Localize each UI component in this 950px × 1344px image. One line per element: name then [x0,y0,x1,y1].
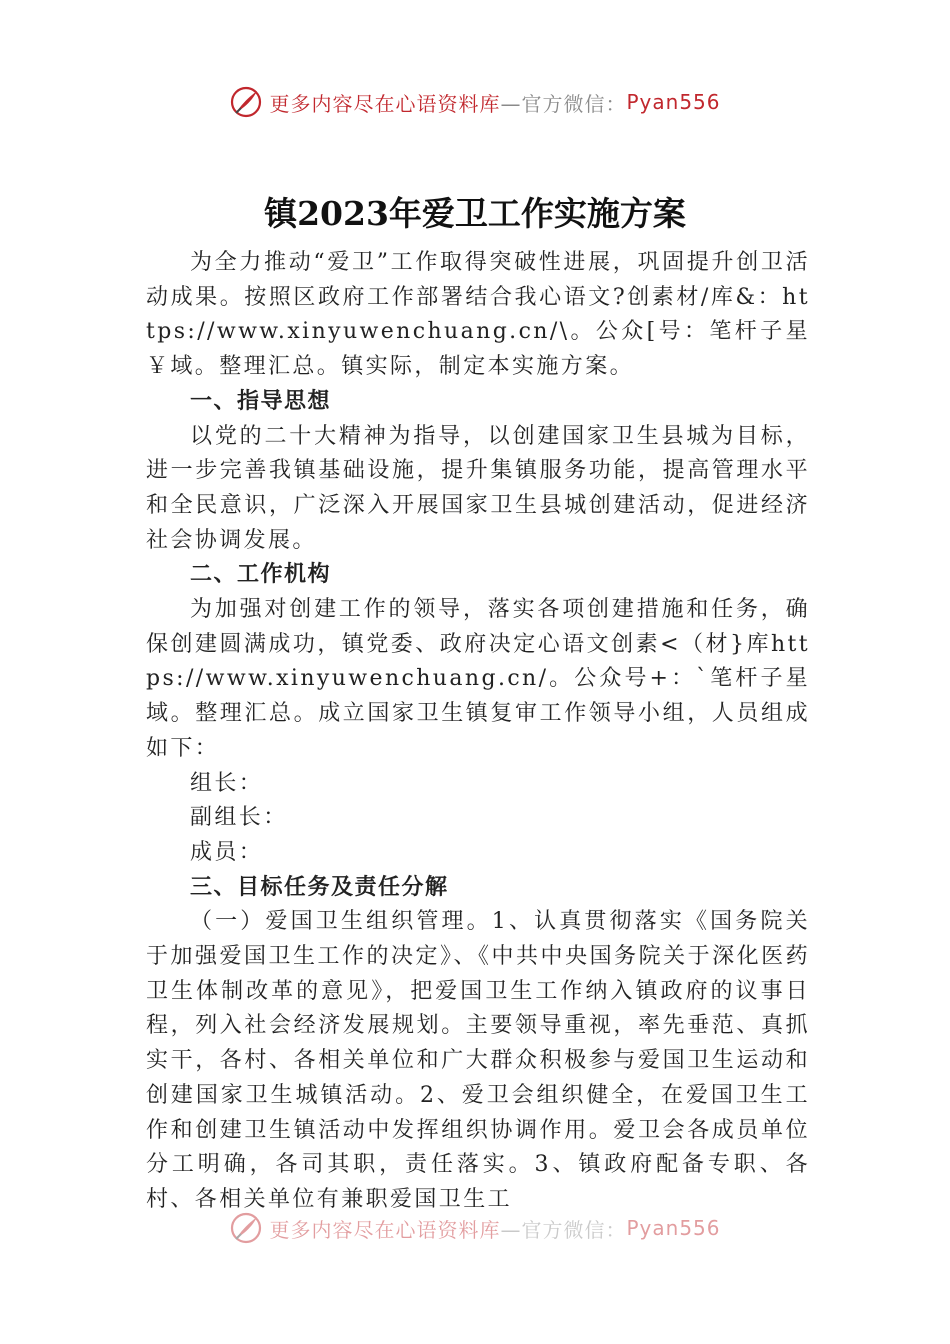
section-heading-guiding-ideology: 一、指导思想 [190,388,332,414]
quill-logo-icon [229,85,263,119]
leader-line: 组长： [190,770,264,796]
watermark-footer [0,1208,950,1248]
section-paragraph-guiding-ideology: 以党的二十大精神为指导，以创建国家卫生县城为目标，进一步完善我镇基础设施，提升集镇服务功能，提高管理水平和全民意识，广泛深入开展国家卫生县城创建活动，促进经济社会协调发展。 [146,423,810,553]
section-heading-work-organization: 二、工作机构 [190,562,332,588]
watermark-wechat-id: Pyan556 [626,1216,721,1240]
document-title: 镇2023年爱卫工作实施方案 [264,194,686,233]
section-heading-targets-tasks: 三、目标任务及责任分解 [190,874,449,900]
watermark-separator: —官方微信： [500,91,627,116]
watermark-text: 更多内容尽在心语资料库 [269,91,501,116]
watermark-wechat-id: Pyan556 [626,90,721,114]
section-paragraph-work-organization: 为加强对创建工作的领导，落实各项创建措施和任务，确保创建圆满成功，镇党委、政府决定心语文创素<（材}库https://www.xinyuwenchuang.cn/。公众号+：`笔杆子星域。整理汇总。成立国家卫生镇复审工作领导小组，人员组成如下： [146,597,810,761]
watermark-separator: —官方微信： [500,1217,627,1242]
deputy-leader-line: 副组长： [190,805,288,831]
section-paragraph-targets-tasks: （一）爱国卫生组织管理。1、认真贯彻落实《国务院关于加强爱国卫生工作的决定》、《中共中央国务院关于深化医药卫生体制改革的意见》，把爱国卫生工作纳入镇政府的议事日程，列入社会经济发展规划。主要领导重视，率先垂范、真抓实干，各村、各相关单位和广大群众积极参与爱国卫生运动和创建国家卫生城镇活动。2、爱卫会组织健全，在爱国卫生工作和创建卫生镇活动中发挥组织协调作用。爱卫会各成员单位分工明确，各司其职，责任落实。3、镇政府配备专职、各村、各相关单位有兼职爱国卫生工 [146,909,810,1212]
document-body [146,246,810,1218]
quill-logo-icon [229,1211,263,1245]
intro-paragraph: 为全力推动“爱卫”工作取得突破性进展，巩固提升创卫活动成果。按照区政府工作部署结合我心语文?创素材/库&：https://www.xinyuwenchuang.cn/\。公众[号：笔杆子星￥域。整理汇总。镇实际，制定本实施方案。 [146,250,810,380]
watermark-header [0,82,950,122]
members-line: 成员： [190,839,264,865]
watermark-text: 更多内容尽在心语资料库 [269,1217,501,1242]
